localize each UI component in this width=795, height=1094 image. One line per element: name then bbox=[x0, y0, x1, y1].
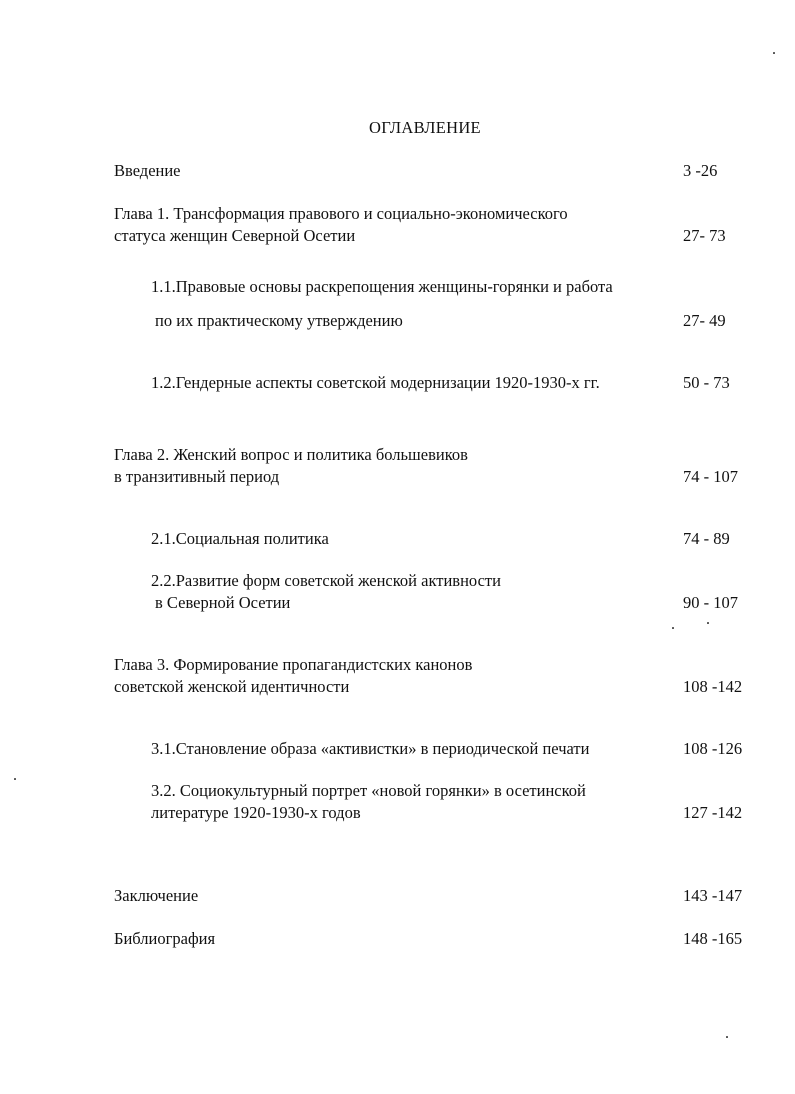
toc-entry-intro-label: Введение bbox=[114, 161, 181, 180]
toc-section-1-2-line-1: 1.2.Гендерные аспекты советской модернизации 1920-1930-х гг. bbox=[151, 373, 600, 392]
toc-entry-intro-pages: 3 -26 bbox=[683, 161, 718, 180]
scan-speck bbox=[726, 1036, 728, 1038]
toc-section-2-1-pages: 74 - 89 bbox=[683, 529, 730, 548]
toc-entry-bibliography-pages: 148 -165 bbox=[683, 929, 743, 948]
toc-section-3-2-pages: 127 -142 bbox=[683, 803, 743, 822]
toc-chapter-2-pages: 74 - 107 bbox=[683, 467, 738, 486]
toc-section-1-2-pages: 50 - 73 bbox=[683, 373, 730, 392]
scan-speck bbox=[707, 622, 709, 624]
toc-entry-conclusion-pages: 143 -147 bbox=[683, 886, 743, 905]
toc-section-2-2-line-2: в Северной Осетии bbox=[155, 593, 291, 612]
scan-speck bbox=[773, 52, 775, 54]
page-title: ОГЛАВЛЕНИЕ bbox=[369, 118, 481, 137]
toc-chapter-3-pages: 108 -142 bbox=[683, 677, 743, 696]
scan-speck bbox=[14, 778, 16, 780]
toc-entry-bibliography-label: Библиография bbox=[114, 929, 216, 948]
toc-section-2-1-line-1: 2.1.Социальная политика bbox=[151, 529, 329, 548]
toc-chapter-1-line-1: Глава 1. Трансформация правового и социально-экономического bbox=[114, 204, 568, 223]
toc-section-3-2-line-2: литературе 1920-1930-х годов bbox=[151, 803, 361, 822]
toc-chapter-1-pages: 27- 73 bbox=[683, 226, 726, 245]
scan-speck bbox=[672, 627, 674, 629]
toc-section-2-2-line-1: 2.2.Развитие форм советской женской активности bbox=[151, 571, 501, 590]
toc-section-3-2-line-1: 3.2. Социокультурный портрет «новой горянки» в осетинской bbox=[151, 781, 586, 800]
toc-chapter-2-line-2: в транзитивный период bbox=[114, 467, 280, 486]
toc-section-2-2-pages: 90 - 107 bbox=[683, 593, 738, 612]
toc-entry-conclusion-label: Заключение bbox=[114, 886, 199, 905]
toc-section-1-1-line-1: 1.1.Правовые основы раскрепощения женщины-горянки и работа bbox=[151, 277, 613, 296]
toc-section-3-1-line-1: 3.1.Становление образа «активистки» в периодической печати bbox=[151, 739, 590, 758]
toc-chapter-3-line-1: Глава 3. Формирование пропагандистских канонов bbox=[114, 655, 473, 674]
toc-section-1-1-pages: 27- 49 bbox=[683, 311, 726, 330]
toc-chapter-3-line-2: советской женской идентичности bbox=[114, 677, 350, 696]
toc-chapter-1-line-2: статуса женщин Северной Осетии bbox=[114, 226, 356, 245]
toc-section-3-1-pages: 108 -126 bbox=[683, 739, 743, 758]
toc-section-1-1-line-2: по их практическому утверждению bbox=[155, 311, 403, 330]
toc-chapter-2-line-1: Глава 2. Женский вопрос и политика большевиков bbox=[114, 445, 468, 464]
